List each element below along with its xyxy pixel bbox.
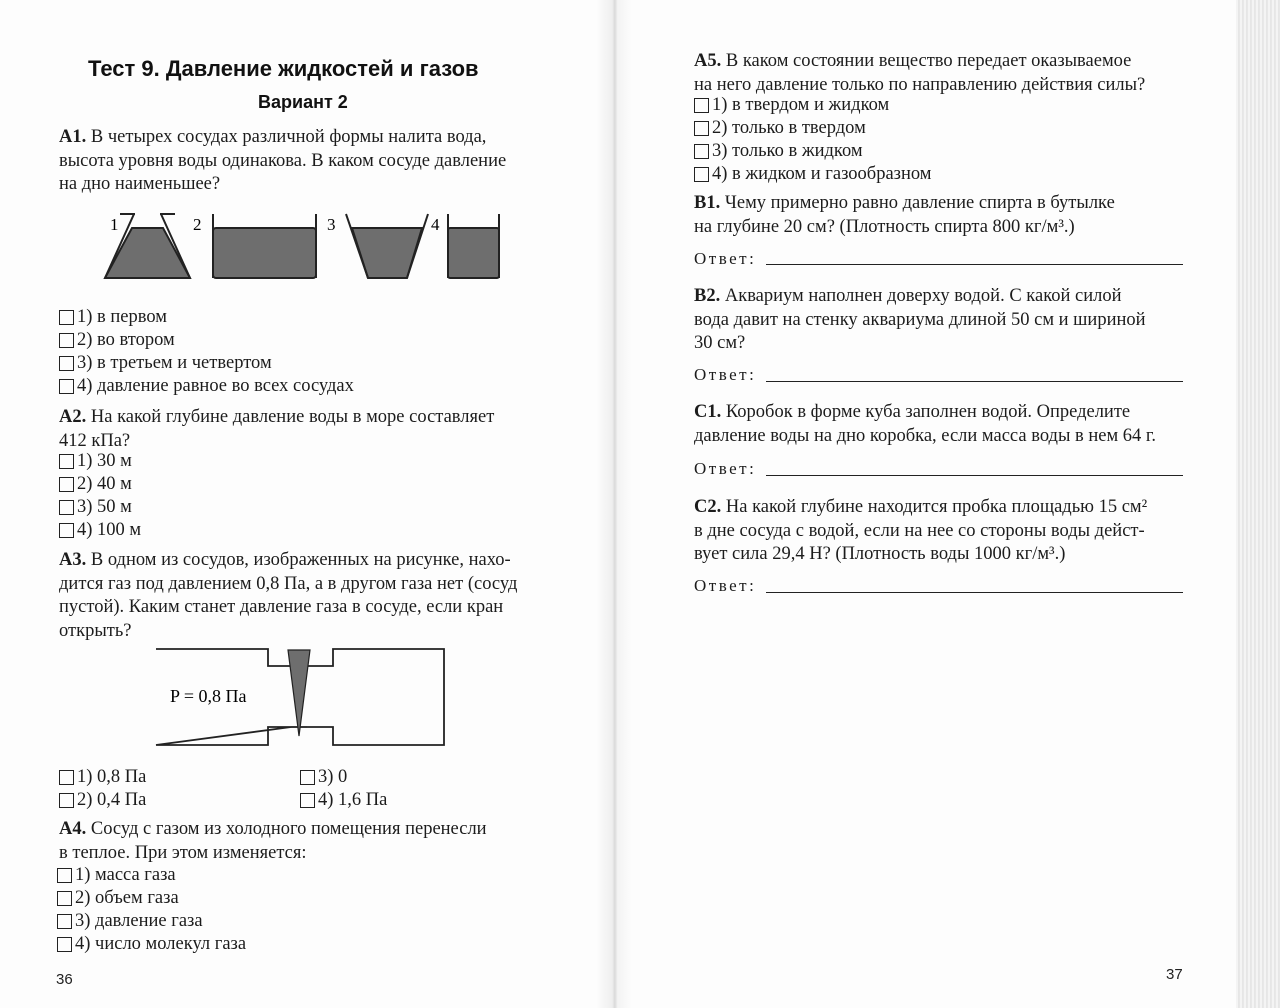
checkbox[interactable] [59,379,74,394]
option-a2-3[interactable]: 3) 50 м [59,496,141,519]
option-a1-2[interactable]: 2) во втором [59,329,354,352]
checkbox[interactable] [57,891,72,906]
a3-options-col2 [300,766,387,812]
option-a2-2[interactable]: 2) 40 м [59,473,141,496]
question-c1 [694,401,1156,448]
question-text-line: 412 кПа? [59,430,131,451]
question-number: В2. [694,286,721,306]
question-text-line: открыть? [59,620,132,641]
question-number: А4. [59,819,87,839]
option-a1-1[interactable]: 1) в первом [59,306,354,329]
checkbox[interactable] [694,121,709,136]
page-edges [1236,0,1280,1008]
checkbox[interactable] [59,523,74,538]
question-text-line: В одном из сосудов, изображенных на рисунке, нахо- [90,550,511,570]
checkbox[interactable] [59,793,74,808]
question-a4 [59,818,487,865]
a1-options [59,306,354,398]
option-a4-4[interactable]: 4) число молекул газа [57,933,246,956]
option-a5-4[interactable]: 4) в жидком и газообразном [694,163,931,186]
question-text-line: 30 см? [694,333,746,353]
vessel-label-3: 3 [327,215,336,234]
checkbox[interactable] [59,333,74,348]
vessel-1 [105,228,190,278]
option-a1-3[interactable]: 3) в третьем и четвертом [59,352,354,375]
vessel-3 [352,228,422,278]
question-text-line: в дне сосуда с водой, если на нее со стороны воды дейст- [694,520,1145,541]
checkbox[interactable] [59,310,74,325]
question-text-line: В четырех сосудах различной формы налита вода, [90,127,487,147]
checkbox[interactable] [59,454,74,469]
pressure-label: P = 0,8 Па [170,686,247,706]
question-text-line: Сосуд с газом из холодного помещения перенесли [90,819,487,839]
option-a1-4[interactable]: 4) давление равное во всех сосудах [59,375,354,398]
option-a3-1[interactable]: 1) 0,8 Па [59,766,146,789]
question-c2 [694,496,1147,567]
question-text-line: в теплое. При этом изменяется: [59,842,307,863]
checkbox[interactable] [300,793,315,808]
answer-label-c2: Ответ: [694,576,757,595]
option-a4-1[interactable]: 1) масса газа [57,864,246,887]
question-b2 [694,285,1146,356]
checkbox[interactable] [59,356,74,371]
question-text-line: на него давление только по направлению действия силы? [694,74,1146,95]
question-text-line: На какой глубине давление воды в море составляет [90,407,495,427]
connected-vessels-figure [150,644,450,750]
checkbox[interactable] [57,868,72,883]
option-a2-4[interactable]: 4) 100 м [59,519,141,542]
answer-label-b1: Ответ: [694,249,757,268]
question-text-line: В каком состоянии вещество передает оказываемое [725,51,1132,71]
question-text-line: высота уровня воды одинакова. В каком сосуде давление [59,150,507,171]
question-number: А3. [59,550,87,570]
answer-field-b2[interactable] [766,381,1183,382]
checkbox[interactable] [694,98,709,113]
question-text-line: Чему примерно равно давление спирта в бутылке [724,193,1115,213]
option-a3-2[interactable]: 2) 0,4 Па [59,789,146,812]
vessel-label-4: 4 [431,215,440,234]
checkbox[interactable] [694,167,709,182]
question-text-line: Коробок в форме куба заполнен водой. Определите [725,402,1131,422]
checkbox[interactable] [59,500,74,515]
option-a3-4[interactable]: 4) 1,6 Па [300,789,387,812]
option-a5-3[interactable]: 3) только в жидком [694,140,931,163]
question-number: А5. [694,51,722,71]
question-a5 [694,50,1145,97]
checkbox[interactable] [59,770,74,785]
checkbox[interactable] [57,914,72,929]
question-text-line: вода давит на стенку аквариума длиной 50 см и шириной [694,309,1146,330]
option-a2-1[interactable]: 1) 30 м [59,450,141,473]
a3-options-col1 [59,766,146,812]
page-number-left: 36 [56,971,73,988]
checkbox[interactable] [57,937,72,952]
vessel-2 [213,228,316,278]
checkbox[interactable] [59,477,74,492]
option-a4-2[interactable]: 2) объем газа [57,887,246,910]
a2-options [59,450,141,542]
option-a5-1[interactable]: 1) в твердом и жидком [694,94,931,117]
answer-field-c2[interactable] [766,592,1183,593]
vessel-label-2: 2 [193,215,202,234]
checkbox[interactable] [300,770,315,785]
answer-field-b1[interactable] [766,264,1183,265]
option-a4-3[interactable]: 3) давление газа [57,910,246,933]
test-title: Тест 9. Давление жидкостей и газов [88,56,479,81]
question-b1 [694,192,1115,239]
question-text-line: вует сила 29,4 Н? (Плотность воды 1000 кг/м³.) [694,544,1066,564]
question-text-line: давление воды на дно коробка, если масса воды в нем 64 г. [694,425,1157,446]
vessels-figure [100,206,510,286]
vessel-label-1: 1 [110,215,119,234]
valve-icon [288,650,310,736]
question-text-line: на глубине 20 см? (Плотность спирта 800 кг/м³.) [694,216,1075,237]
vessel-4 [448,228,499,278]
answer-label-b2: Ответ: [694,365,757,384]
question-number: А1. [59,127,87,147]
answer-field-c1[interactable] [766,475,1183,476]
a5-options [694,94,931,186]
page-number-right: 37 [1166,966,1183,983]
checkbox[interactable] [694,144,709,159]
question-a3 [59,549,517,643]
question-text-line: пустой). Каким станет давление газа в сосуде, если кран [59,597,504,617]
question-number: С1. [694,402,722,422]
question-text-line: на дно наименьшее? [59,174,221,194]
answer-label-c1: Ответ: [694,459,757,478]
variant-title: Вариант 2 [258,92,348,112]
question-number: А2. [59,407,87,427]
a4-options [57,864,246,956]
question-number: С2. [694,497,722,517]
question-number: В1. [694,193,721,213]
option-a3-3[interactable]: 3) 0 [300,766,387,789]
book-fold [596,0,632,1008]
option-a5-2[interactable]: 2) только в твердом [694,117,931,140]
question-a1 [59,126,506,197]
question-text-line: дится газ под давлением 0,8 Па, а в другом газа нет (сосуд [59,573,518,594]
question-text-line: На какой глубине находится пробка площадью 15 см² [725,497,1148,517]
question-text-line: Аквариум наполнен доверху водой. С какой силой [724,286,1122,306]
question-a2 [59,406,494,453]
